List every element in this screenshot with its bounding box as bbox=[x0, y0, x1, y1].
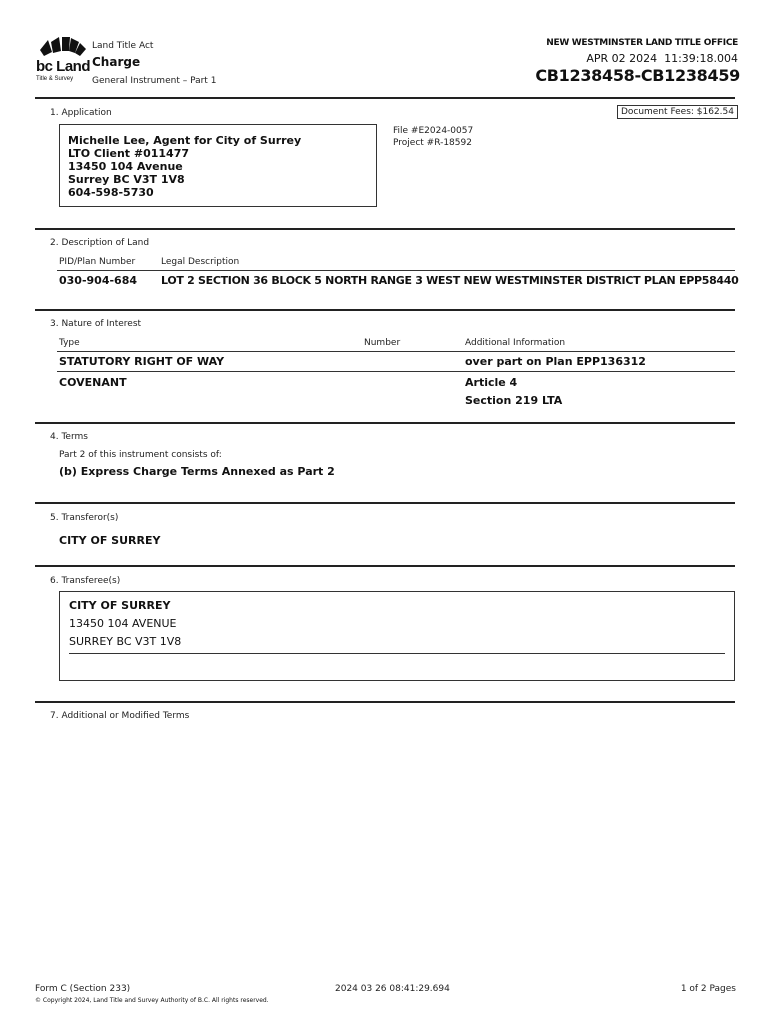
applicant-line: LTO Client #011477 bbox=[68, 147, 190, 160]
column-header-type: Type bbox=[59, 338, 80, 348]
column-header-number: Number bbox=[364, 338, 401, 348]
page-count: 1 of 2 Pages bbox=[680, 984, 736, 994]
box-rule bbox=[69, 653, 725, 654]
divider bbox=[35, 309, 735, 311]
document-fees: Document Fees: $162.54 bbox=[617, 105, 738, 119]
registration-datetime: APR 02 2024 11:39:18.004 bbox=[586, 52, 738, 65]
logo-mark-icon bbox=[38, 36, 88, 58]
column-header-pid: PID/Plan Number bbox=[59, 257, 136, 267]
interest-info: Article 4 bbox=[465, 376, 518, 389]
form-subtitle: General Instrument – Part 1 bbox=[92, 76, 217, 86]
legal-description: LOT 2 SECTION 36 BLOCK 5 NORTH RANGE 3 WEST NEW WESTMINSTER DISTRICT PLAN EPP58440 bbox=[161, 274, 739, 287]
divider bbox=[35, 701, 735, 703]
form-reference: Form C (Section 233) bbox=[35, 984, 131, 994]
section-label-application: 1. Application bbox=[50, 108, 112, 118]
interest-type: STATUTORY RIGHT OF WAY bbox=[59, 355, 225, 368]
applicant-line: 604-598-5730 bbox=[68, 186, 154, 199]
column-header-info: Additional Information bbox=[465, 338, 566, 348]
transferor-name: CITY OF SURREY bbox=[59, 534, 161, 547]
transferee-name: CITY OF SURREY bbox=[69, 599, 171, 612]
logo-subtext: Title & Survey bbox=[36, 76, 74, 82]
section-label-land: 2. Description of Land bbox=[50, 238, 150, 248]
copyright: © Copyright 2024, Land Title and Survey Authority of B.C. All rights reserved. bbox=[35, 997, 269, 1004]
divider bbox=[35, 502, 735, 504]
interest-type: COVENANT bbox=[59, 376, 127, 389]
section-label-transferor: 5. Transferor(s) bbox=[50, 513, 119, 523]
table-rule bbox=[57, 270, 735, 271]
interest-info: over part on Plan EPP136312 bbox=[465, 355, 646, 368]
footer-timestamp: 2024 03 26 08:41:29.694 bbox=[335, 984, 450, 994]
pid-value: 030-904-684 bbox=[59, 274, 138, 287]
ltsa-logo bbox=[34, 36, 91, 86]
section-label-terms: 4. Terms bbox=[50, 432, 88, 442]
divider bbox=[35, 565, 735, 567]
act-name: Land Title Act bbox=[92, 41, 154, 51]
table-rule bbox=[57, 371, 735, 372]
applicant-line: 13450 104 Avenue bbox=[68, 160, 183, 173]
transferee-address-line: 13450 104 AVENUE bbox=[69, 617, 177, 630]
form-title: Charge bbox=[92, 55, 141, 69]
divider bbox=[35, 422, 735, 424]
document-number: CB1238458-CB1238459 bbox=[535, 66, 740, 85]
section-label-additional: 7. Additional or Modified Terms bbox=[50, 711, 190, 721]
applicant-line: Michelle Lee, Agent for City of Surrey bbox=[68, 134, 302, 147]
project-number: Project #R-18592 bbox=[393, 138, 472, 148]
terms-value: (b) Express Charge Terms Annexed as Part 2 bbox=[59, 465, 335, 478]
section-label-interest: 3. Nature of Interest bbox=[50, 319, 142, 329]
divider bbox=[35, 97, 735, 99]
file-number: File #E2024-0057 bbox=[393, 126, 474, 136]
logo-wordmark: bc Land bbox=[36, 58, 91, 75]
land-title-office: NEW WESTMINSTER LAND TITLE OFFICE bbox=[546, 38, 738, 48]
section-label-transferee: 6. Transferee(s) bbox=[50, 576, 121, 586]
terms-intro: Part 2 of this instrument consists of: bbox=[59, 450, 222, 460]
interest-info: Section 219 LTA bbox=[465, 394, 563, 407]
transferee-address-line: SURREY BC V3T 1V8 bbox=[69, 635, 182, 648]
column-header-legal: Legal Description bbox=[161, 257, 240, 267]
divider bbox=[35, 228, 735, 230]
applicant-line: Surrey BC V3T 1V8 bbox=[68, 173, 185, 186]
table-rule bbox=[57, 351, 735, 352]
